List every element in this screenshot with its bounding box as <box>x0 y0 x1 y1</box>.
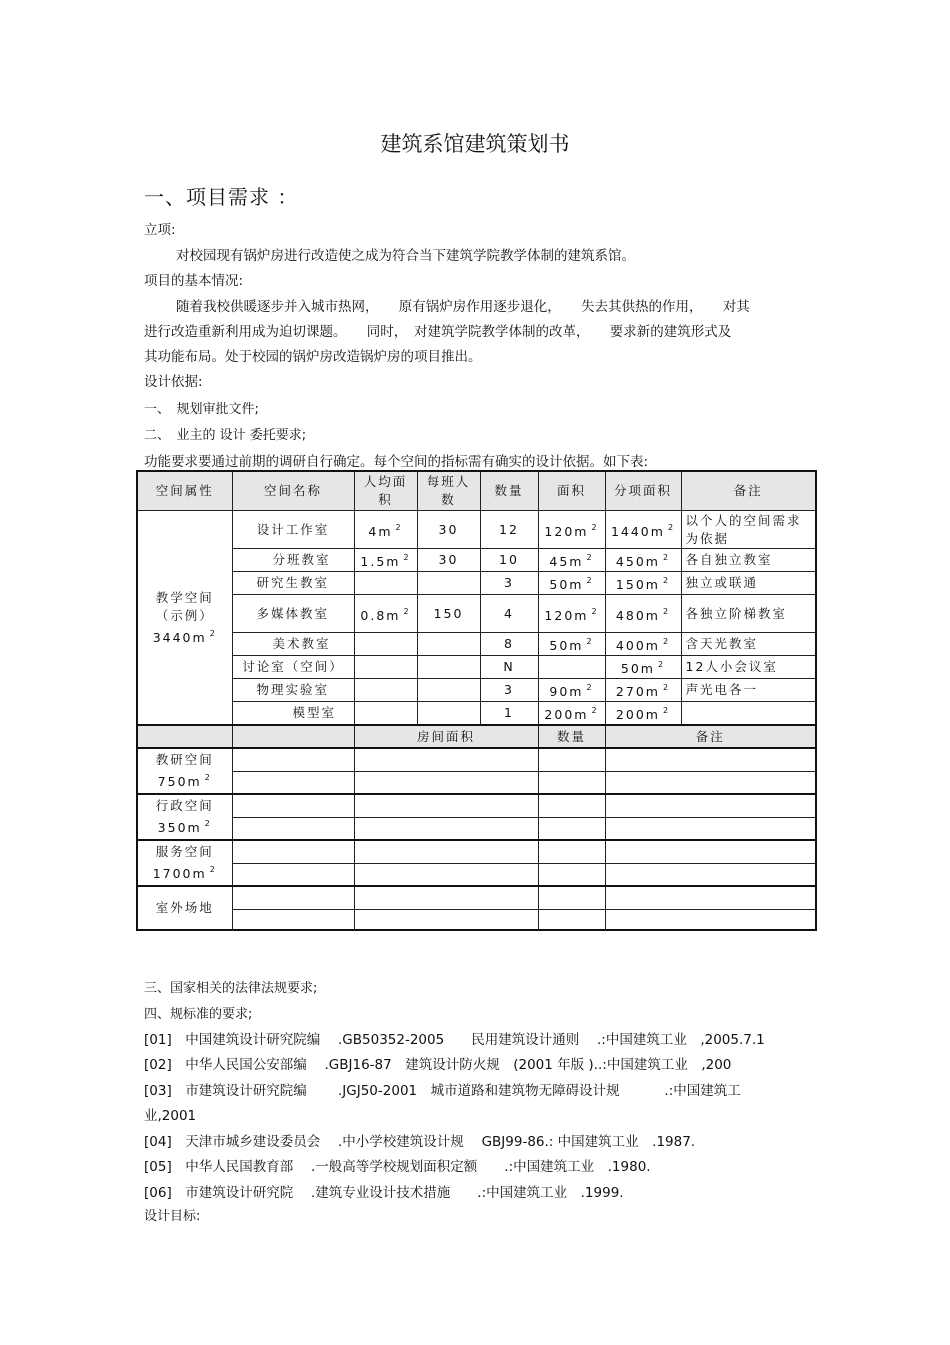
row-class: 30 <box>417 511 480 549</box>
lixiang-label: 立项: <box>144 222 176 238</box>
ref-06: [06] 市建筑设计研究院 .建筑专业设计技术措施 .:中国建筑工业 .1999. <box>144 1185 624 1201</box>
basic-line-1: 随着我校供暖逐步并入城市热网， 原有锅炉房作用逐步退化， 失去其供热的作用， 对其 <box>176 299 750 315</box>
th-note: 备注 <box>681 471 816 511</box>
th-qty: 数量 <box>480 471 538 511</box>
service-group-cell: 服务空间 1700m $^2$ <box>137 840 232 886</box>
th-space-attr: 空间属性 <box>137 471 232 511</box>
row-name: 多媒体教室 <box>232 595 354 633</box>
ref-03: [03] 市建筑设计研究院编 .JGJ50-2001 城市道路和建筑物无障碍设计规 .:中国建筑工 <box>144 1083 741 1099</box>
basis-item-2: 二、 业主的 设计 委托要求; <box>144 428 307 443</box>
ref-01: [01] 中国建筑设计研究院编 .GB50352-2005 民用建筑设计通则 .:中国建筑工业 ,2005.7.1 <box>144 1032 765 1048</box>
space-table: 空间属性 空间名称 人均面积 每班人数 数量 面积 分项面积 备注 教学空间（示例） 3440m $^2$ 设计工作室 4m $^2$ 30 12 120m $^2$ 1440m $^2$ 以个人的空间需求为依据 分班教室 1.5m $^2$ 30 10 45m $^2$ 450m $^2$ 各自独立教室 研究生教室 3 50m $^2$ 150m $^2$ 独立或联通 多媒体教室 0.8m $^2$ 150 4 120m $^2$ 480m $^2$ 各独立阶梯教室 美术教室 8 50m $^2$ 400m $^2$ 含天光教室 讨论室（空间） N 50m $^2$ 12人小会议室 物理实验室 3 90m $^2$ 270m $^2$ 声光电各一 模型室 1 200m $^2$ 200m $^2$ 房间面积 数量 备注 教研空间 750m $^2$ 行政空间 350m $^2$ 服务空间 1700m $^2$ 室外场地 <box>136 470 817 931</box>
row-qty: 12 <box>480 511 538 549</box>
sub-header-qty: 数量 <box>538 725 605 748</box>
basis-label: 设计依据: <box>144 374 203 390</box>
ref-04: [04] 天津市城乡建设委员会 .中小学校建筑设计规 GBJ99-86.: 中国建筑工业 .1987. <box>144 1134 696 1150</box>
row-name: 模型室 <box>232 702 354 726</box>
row-name: 研究生教室 <box>232 572 354 595</box>
standard-requirement: 四、规标准的要求; <box>144 1007 253 1022</box>
page-title: 建筑系馆建筑策划书 <box>380 132 570 156</box>
design-goal: 设计目标: <box>144 1209 201 1224</box>
th-space-name: 空间名称 <box>232 471 354 511</box>
row-name: 美术教室 <box>232 633 354 656</box>
law-requirement: 三、国家相关的法律法规要求; <box>144 981 318 996</box>
section-heading: 一、项目需求 ： <box>144 185 299 209</box>
row-note: 独立或联通 <box>681 572 816 595</box>
th-area: 面积 <box>538 471 605 511</box>
row-note: 各自独立教室 <box>681 549 816 572</box>
basis-item-1: 一、 规划审批文件; <box>144 402 259 417</box>
ref-02: [02] 中华人民国公安部编 .GBJ16-87 建筑设计防火规 (2001 年版 )..:中国建筑工业 ,200 <box>144 1057 732 1073</box>
ref-05: [05] 中华人民国教育部 .一般高等学校规划面积定额 .:中国建筑工业 .1980. <box>144 1159 651 1175</box>
sub-header-room-area: 房间面积 <box>354 725 538 748</box>
th-per-area: 人均面积 <box>354 471 417 511</box>
basic-line-2: 进行改造重新利用成为迫切课题。 同时， 对建筑学院教学体制的改革， 要求新的建筑形式及 <box>144 324 732 340</box>
row-name: 分班教室 <box>232 549 354 572</box>
research-group-cell: 教研空间 750m $^2$ <box>137 748 232 794</box>
lixiang-text: 对校园现有锅炉房进行改造使之成为符合当下建筑学院教学体制的建筑系馆。 <box>176 248 635 264</box>
th-class-size: 每班人数 <box>417 471 480 511</box>
basic-label: 项目的基本情况: <box>144 273 244 289</box>
teaching-group-name: 教学空间（示例） <box>155 589 214 623</box>
row-note: 12人小会议室 <box>681 656 816 679</box>
outdoor-group-cell: 室外场地 <box>137 886 232 930</box>
row-note: 声光电各一 <box>681 679 816 702</box>
th-sub-area: 分项面积 <box>605 471 681 511</box>
row-note: 含天光教室 <box>681 633 816 656</box>
row-name: 讨论室（空间） <box>232 656 354 679</box>
sub-header-note: 备注 <box>605 725 816 748</box>
row-name: 设计工作室 <box>232 511 354 549</box>
row-note: 以个人的空间需求为依据 <box>681 511 816 549</box>
teaching-group-area: 3440m <box>152 629 207 645</box>
basic-line-3: 其功能布局。处于校园的锅炉房改造锅炉房的项目推出。 <box>144 349 482 365</box>
ref-03-cont: 业,2001 <box>144 1108 197 1124</box>
teaching-group-cell: 教学空间（示例） 3440m $^2$ <box>137 511 232 726</box>
admin-group-cell: 行政空间 350m $^2$ <box>137 794 232 840</box>
row-name: 物理实验室 <box>232 679 354 702</box>
function-requirement: 功能要求要通过前期的调研自行确定。每个空间的指标需有确实的设计依据。如下表: <box>144 454 649 470</box>
row-note: 各独立阶梯教室 <box>681 595 816 633</box>
